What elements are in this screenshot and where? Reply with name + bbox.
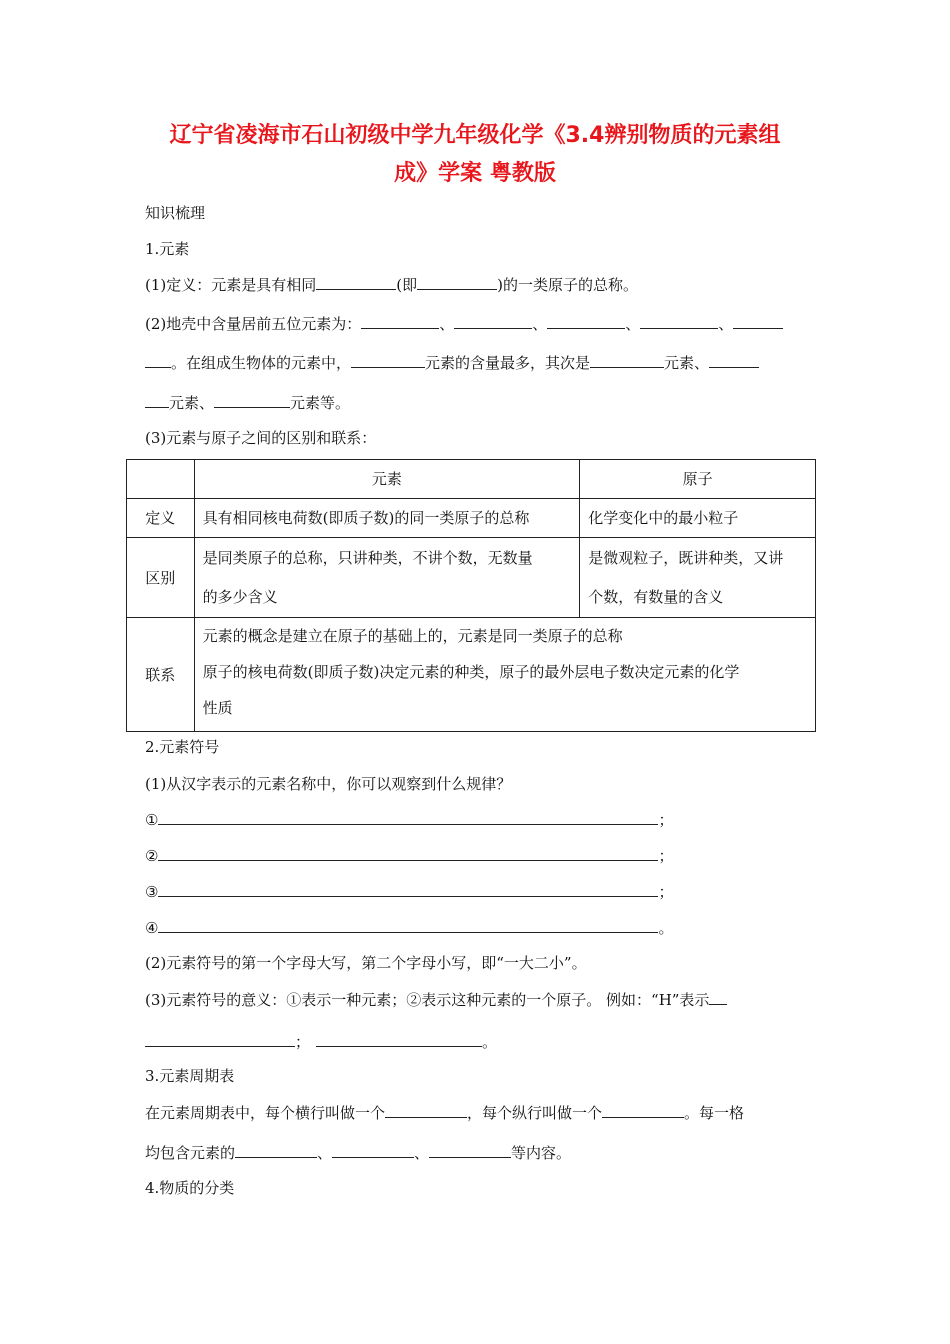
s3-text-e: 等内容。 — [511, 1144, 572, 1162]
blank-field[interactable] — [235, 1142, 317, 1158]
question-2-line-3 — [145, 392, 350, 413]
circled-marker: ② — [145, 847, 159, 865]
section-3-title: 3.元素周期表 — [145, 1067, 235, 1085]
blank-field[interactable] — [547, 313, 625, 329]
blank-field[interactable] — [602, 1102, 684, 1118]
blank-field[interactable] — [316, 274, 396, 290]
punctuation: ； — [658, 847, 674, 865]
answer-line-2 — [145, 845, 673, 866]
blank-field[interactable] — [158, 809, 658, 825]
separator: 、 — [414, 1144, 430, 1162]
section-2-question-3 — [145, 989, 727, 1010]
difference-atom-line-2: 个数，有数量的含义 — [588, 588, 724, 606]
question-3-intro: (3)元素与原子之间的区别和联系： — [145, 429, 377, 447]
blank-field[interactable] — [361, 313, 439, 329]
answer-line-3 — [145, 881, 673, 902]
s3-text-d: 均包含元素的 — [145, 1144, 236, 1162]
punctuation: 。 — [482, 1033, 498, 1051]
blank-field[interactable] — [590, 352, 664, 368]
relation-line-1: 元素的概念是建立在原子的基础上的，元素是同一类原子的总称 — [202, 627, 623, 645]
difference-atom-line-1: 是微观粒子，既讲种类，又讲 — [588, 549, 784, 567]
row-label-relation: 联系 — [127, 618, 195, 732]
blank-field[interactable] — [733, 313, 783, 329]
blank-field[interactable] — [640, 313, 718, 329]
blank-field[interactable] — [214, 392, 290, 408]
punctuation: ； — [295, 1033, 311, 1051]
blank-field[interactable] — [316, 1031, 482, 1047]
blank-field[interactable] — [709, 352, 759, 368]
difference-element — [194, 538, 580, 618]
circled-marker: ③ — [145, 883, 159, 901]
q1-text-c: )的一类原子的总称。 — [497, 276, 638, 294]
s3-text-b: ，每个纵行叫做一个 — [467, 1104, 603, 1122]
table-header-row — [127, 460, 816, 499]
blank-field[interactable] — [332, 1142, 414, 1158]
answer-line-1 — [145, 809, 673, 830]
blank-field[interactable] — [145, 352, 171, 368]
relation-line-3: 性质 — [202, 699, 233, 717]
punctuation: ； — [658, 883, 674, 901]
document-title-line-2: 成》学案 粤教版 — [394, 161, 556, 186]
q2-text-c: 元素的含量最多，其次是 — [425, 354, 591, 372]
difference-element-line-1: 是同类原子的总称，只讲种类，不讲个数，无数量 — [202, 549, 533, 567]
separator: 、 — [718, 315, 734, 333]
row-label-definition: 定义 — [127, 499, 195, 538]
section-heading: 知识梳理 — [145, 204, 206, 222]
header-atom: 原子 — [580, 460, 816, 499]
question-2-line-1 — [145, 313, 783, 334]
q2-text-e: 元素、 — [169, 394, 215, 412]
section-2-question-3-answers — [145, 1031, 497, 1052]
s3-text-a: 在元素周期表中，每个横行叫做一个 — [145, 1104, 386, 1122]
circled-marker: ① — [145, 811, 159, 829]
blank-field[interactable] — [709, 989, 727, 1005]
circled-marker: ④ — [145, 919, 159, 937]
table-row-difference — [127, 538, 816, 618]
q1-text-b: (即 — [396, 276, 418, 294]
q2-text-f: 元素等。 — [290, 394, 351, 412]
section-3-line-1 — [145, 1102, 744, 1123]
section-2-question-1: (1)从汉字表示的元素名称中，你可以观察到什么规律？ — [145, 775, 512, 793]
blank-field[interactable] — [454, 313, 532, 329]
definition-atom: 化学变化中的最小粒子 — [580, 499, 816, 538]
table-row-definition — [127, 499, 816, 538]
section-2-question-2: (2)元素符号的第一个字母大写，第二个字母小写，即“一大二小”。 — [145, 954, 587, 972]
answer-line-4 — [145, 917, 673, 938]
definition-element: 具有相同核电荷数(即质子数)的同一类原子的总称 — [194, 499, 580, 538]
q2-text-d: 元素、 — [664, 354, 710, 372]
q2-text-a: (2)地壳中含量居前五位元素为： — [145, 315, 362, 333]
header-element: 元素 — [194, 460, 580, 499]
document-title-line-1: 辽宁省凌海市石山初级中学九年级化学《3.4辨别物质的元素组 — [169, 123, 781, 148]
element-atom-table — [126, 459, 816, 732]
separator: 、 — [625, 315, 641, 333]
blank-field[interactable] — [145, 392, 169, 408]
punctuation: 。 — [658, 919, 674, 937]
section-1-title: 1.元素 — [145, 240, 190, 258]
blank-field[interactable] — [158, 845, 658, 861]
q3-text: (3)元素符号的意义：①表示一种元素；②表示这种元素的一个原子。 例如：“H”表示 — [145, 991, 710, 1009]
difference-atom — [580, 538, 816, 618]
separator: 、 — [532, 315, 548, 333]
blank-field[interactable] — [429, 1142, 511, 1158]
blank-field[interactable] — [145, 1031, 295, 1047]
relation-line-2: 原子的核电荷数(即质子数)决定元素的种类，原子的最外层电子数决定元素的化学 — [202, 663, 740, 681]
question-1-definition — [145, 274, 638, 295]
blank-field[interactable] — [417, 274, 497, 290]
section-2-title: 2.元素符号 — [145, 738, 220, 756]
blank-field[interactable] — [351, 352, 425, 368]
q1-text-a: (1)定义：元素是具有相同 — [145, 276, 317, 294]
relation-content — [194, 618, 815, 732]
s3-text-c: 。每一格 — [684, 1104, 745, 1122]
section-4-title: 4.物质的分类 — [145, 1179, 235, 1197]
table-row-relation — [127, 618, 816, 732]
q2-text-b: 。在组成生物体的元素中， — [171, 354, 352, 372]
table-corner-cell — [127, 460, 195, 499]
difference-element-line-2: 的多少含义 — [202, 588, 278, 606]
punctuation: ； — [658, 811, 674, 829]
section-3-line-2 — [145, 1142, 571, 1163]
separator: 、 — [439, 315, 455, 333]
blank-field[interactable] — [158, 881, 658, 897]
separator: 、 — [317, 1144, 333, 1162]
question-2-line-2 — [145, 352, 759, 373]
blank-field[interactable] — [158, 917, 658, 933]
row-label-difference: 区别 — [127, 538, 195, 618]
blank-field[interactable] — [385, 1102, 467, 1118]
